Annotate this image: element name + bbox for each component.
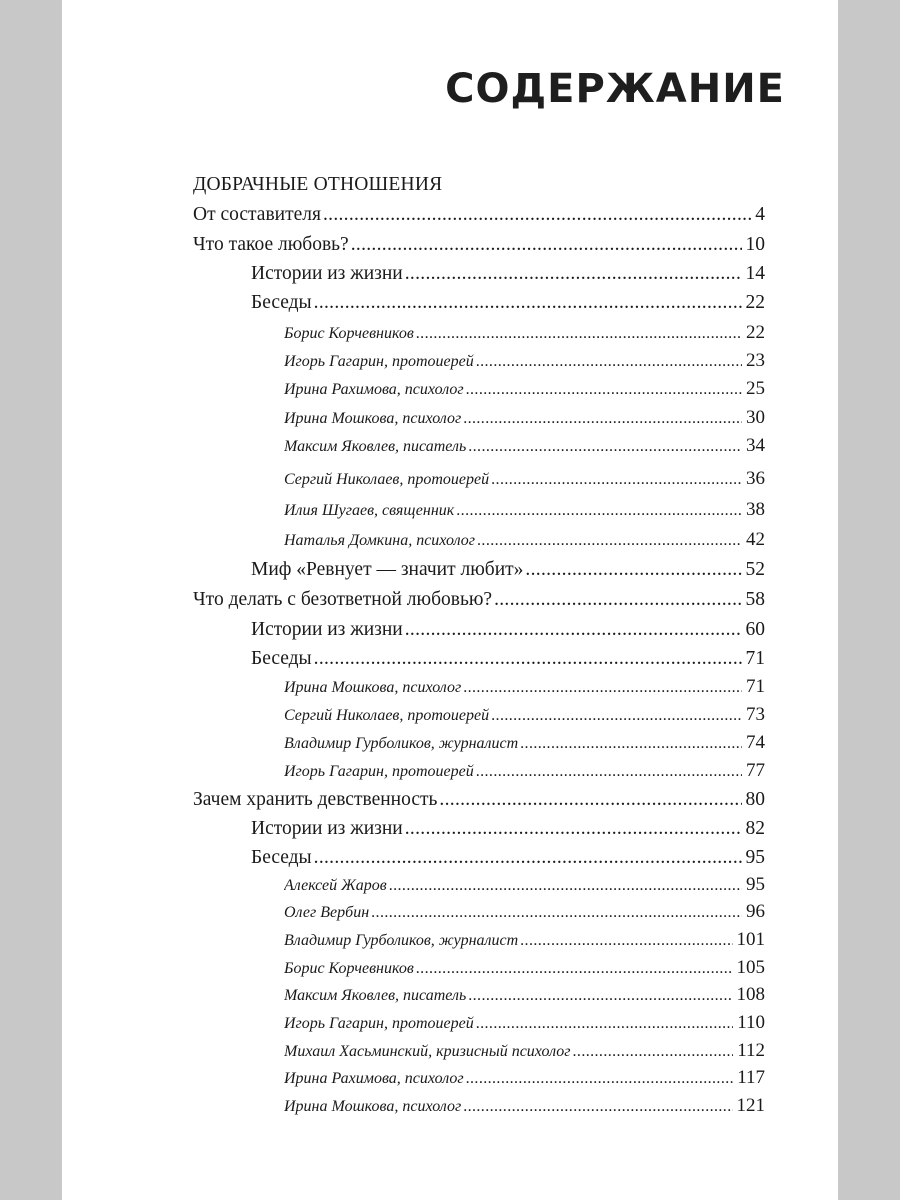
dot-leader [474,1011,733,1036]
toc-entry-page: 36 [746,468,765,489]
toc-entry[interactable] [284,320,765,346]
toc-entry[interactable] [284,497,765,523]
toc-entry-page: 42 [746,529,765,550]
toc-entry-page: 74 [746,732,765,753]
toc-entry[interactable] [193,201,765,229]
dot-leader [464,1066,734,1091]
toc-entry[interactable] [284,527,765,553]
toc-entry[interactable] [284,466,765,492]
toc-entry-label: Максим Яковлев, писатель [284,987,467,1004]
toc-entry[interactable] [284,758,765,784]
toc-entry-page: 95 [746,874,765,895]
toc-entry-label: Беседы [251,292,312,313]
dot-leader [474,759,742,784]
toc-entry-page: 101 [736,929,765,950]
dot-leader [321,201,751,229]
dot-leader [387,873,742,898]
dot-leader [475,528,742,553]
toc-entry-page: 4 [755,204,765,225]
toc-entry[interactable] [251,645,765,673]
book-page [62,0,838,1200]
toc-entry-label: От составителя [193,204,321,225]
toc-entry-label: Сергий Николаев, протоиерей [284,707,490,724]
toc-entry[interactable] [251,289,765,317]
toc-entry-label: Наталья Домкина, психолог [284,532,476,549]
toc-entry[interactable] [284,955,765,981]
toc-entry-label: Владимир Гурболиков, журналист [284,735,519,752]
toc-entry-label: Алексей Жаров [284,877,387,894]
toc-entry[interactable] [284,405,765,431]
toc-entry-label: Миф «Ревнует — значит любит» [251,559,524,580]
toc-entry-label: Зачем хранить девственность [193,789,438,810]
dot-leader [312,289,742,317]
toc-entry[interactable] [284,1038,765,1064]
page-title: СОДЕРЖАНИЕ [445,66,785,112]
dot-leader [518,731,742,756]
toc-entry-label: Что делать с безответной любовью? [193,589,493,610]
dot-leader [403,616,742,644]
toc-entry-label: Что такое любовь? [193,234,349,255]
toc-entry-label: Ирина Мошкова, психолог [284,1098,462,1115]
toc-entry-page: 71 [746,676,765,697]
toc-entry-page: 10 [745,234,765,255]
toc-entry-page: 110 [737,1012,765,1033]
toc-entry[interactable] [251,260,765,288]
dot-leader [454,498,742,523]
toc-entry-label: Илия Шугаев, священник [284,502,455,519]
toc-entry-page: 121 [736,1095,765,1116]
dot-leader [489,467,742,492]
toc-entry-page: 112 [737,1040,765,1061]
dot-leader [312,844,742,872]
toc-entry-label: Истории из жизни [251,263,403,284]
toc-entry-page: 38 [746,499,765,520]
toc-entry[interactable] [284,674,765,700]
dot-leader [437,786,741,814]
dot-leader [461,1094,732,1119]
dot-leader [466,434,742,459]
toc-entry-label: Игорь Гагарин, протоиерей [284,353,474,370]
toc-entry-page: 71 [745,648,765,669]
toc-entry-page: 58 [745,589,765,610]
toc-entry-page: 77 [746,760,765,781]
dot-leader [312,645,742,673]
dot-leader [489,703,742,728]
toc-entry[interactable] [284,702,765,728]
dot-leader [461,675,742,700]
dot-leader [414,321,742,346]
toc-entry-label: Ирина Мошкова, психолог [284,679,462,696]
toc-entry-label: Борис Корчевников [284,325,414,342]
toc-entry-label: Михаил Хасьминский, кризисный психолог [284,1043,571,1060]
toc-entry[interactable] [251,844,765,872]
toc-entry-label: Борис Корчевников [284,960,414,977]
toc-entry[interactable] [284,927,765,953]
toc-entry[interactable] [284,348,765,374]
toc-entry-label: Сергий Николаев, протоиерей [284,471,490,488]
toc-entry[interactable] [284,899,765,925]
dot-leader [571,1039,734,1064]
dot-leader [518,928,732,953]
toc-entry-label: Игорь Гагарин, протоиерей [284,1015,474,1032]
dot-leader [523,556,741,584]
toc-entry[interactable] [284,1010,765,1036]
dot-leader [403,260,742,288]
toc-entry-label: Ирина Рахимова, психолог [284,1070,464,1087]
dot-leader [403,815,742,843]
toc-entry-label: Владимир Гурболиков, журналист [284,932,519,949]
section-heading: ДОБРАЧНЫЕ ОТНОШЕНИЯ [193,174,443,195]
toc-entry-label: Истории из жизни [251,619,403,640]
toc-entry[interactable] [193,231,765,259]
toc-entry-page: 80 [745,789,765,810]
toc-entry-page: 30 [746,407,765,428]
toc-entry-label: Беседы [251,648,312,669]
dot-leader [461,406,742,431]
toc-entry[interactable] [193,786,765,814]
toc-entry[interactable] [284,872,765,898]
toc-entry[interactable] [284,982,765,1008]
toc-entry-page: 105 [736,957,765,978]
dot-leader [414,956,733,981]
toc-entry[interactable] [284,730,765,756]
toc-entry[interactable] [251,815,765,843]
dot-leader [492,586,741,614]
dot-leader [369,900,742,925]
toc-entry-label: Ирина Мошкова, психолог [284,410,462,427]
dot-leader [349,231,742,259]
toc-entry[interactable] [251,616,765,644]
toc-entry[interactable] [284,433,765,459]
toc-entry-page: 108 [736,984,765,1005]
toc-entry[interactable] [251,556,765,584]
dot-leader [464,377,742,402]
toc-entry-page: 25 [746,378,765,399]
toc-entry-page: 34 [746,435,765,456]
toc-entry-label: Беседы [251,847,312,868]
toc-entry-label: Ирина Рахимова, психолог [284,381,464,398]
toc-entry-page: 52 [745,559,765,580]
toc-entry[interactable] [284,1065,765,1091]
toc-entry-page: 96 [746,901,765,922]
toc-entry-page: 14 [745,263,765,284]
toc-entry-label: Максим Яковлев, писатель [284,438,467,455]
toc-entry-label: Олег Вербин [284,904,370,921]
toc-entry[interactable] [284,1093,765,1119]
toc-entry-page: 73 [746,704,765,725]
toc-entry-page: 60 [745,619,765,640]
toc-entry[interactable] [193,586,765,614]
toc-entry-page: 22 [745,292,765,313]
toc-entry-page: 117 [737,1067,765,1088]
dot-leader [466,983,732,1008]
dot-leader [474,349,742,374]
toc-entry-page: 23 [746,350,765,371]
toc-entry[interactable] [284,376,765,402]
toc-entry-label: Истории из жизни [251,818,403,839]
toc-entry-page: 82 [745,818,765,839]
toc-entry-label: Игорь Гагарин, протоиерей [284,763,474,780]
toc-entry-page: 22 [746,322,765,343]
toc-entry-page: 95 [745,847,765,868]
